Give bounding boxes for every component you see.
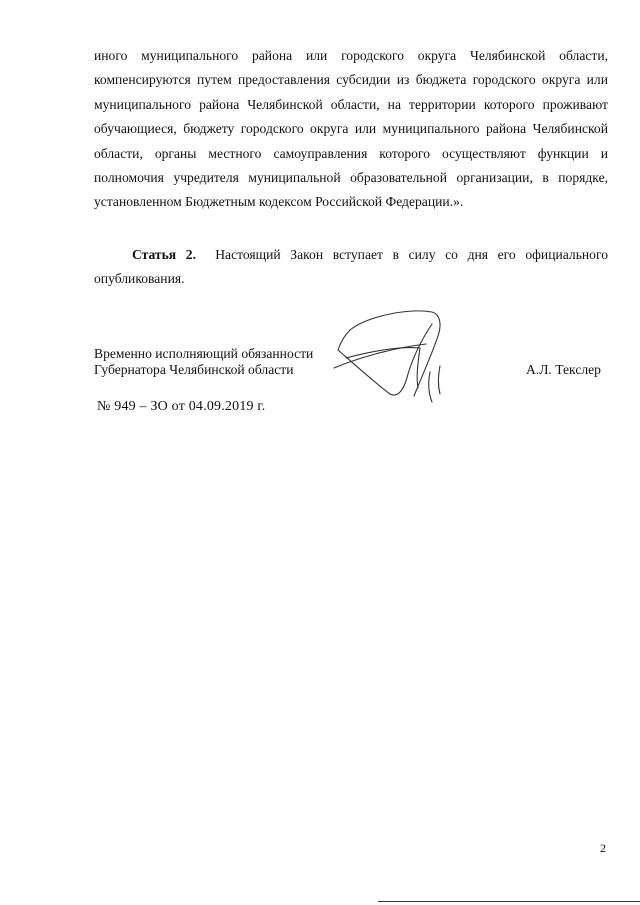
paragraph-line: области, органы местного самоуправления которого осуществляют функции и — [94, 145, 608, 161]
signatory-title — [94, 346, 313, 378]
paragraph-line: муниципального района Челябинской области, на территории которого проживают — [94, 96, 608, 112]
paragraph-line: установленном Бюджетным кодексом Российской Федерации.». — [94, 194, 464, 210]
paragraph-line: обучающиеся, бюджету городского округа или муниципального района Челябинской — [94, 121, 608, 137]
page-number: 2 — [600, 841, 606, 855]
registration-number: № 949 – ЗО от 04.09.2019 г. — [97, 399, 266, 414]
article-label: Статья 2. — [132, 247, 196, 262]
paragraph-line: компенсируются путем предоставления субсидии из бюджета городского округа или — [94, 72, 608, 88]
paragraph-line: полномочия учредителя муниципальной образовательной организации, в порядке, — [94, 170, 608, 186]
signatory-title-line: Губернатора Челябинской области — [94, 362, 294, 377]
paragraph-line: иного муниципального района или городского округа Челябинской области, — [94, 48, 608, 63]
signatory-title-line: Временно исполняющий обязанности — [94, 346, 314, 361]
continuation-paragraph — [94, 44, 608, 215]
handwritten-signature — [328, 302, 458, 408]
footer-divider — [378, 901, 640, 902]
article-text: Настоящий Закон вступает в силу со дня его официального опубликования. — [94, 247, 608, 287]
signatory-name: А.Л. Текслер — [526, 362, 601, 377]
article-2 — [94, 243, 608, 292]
